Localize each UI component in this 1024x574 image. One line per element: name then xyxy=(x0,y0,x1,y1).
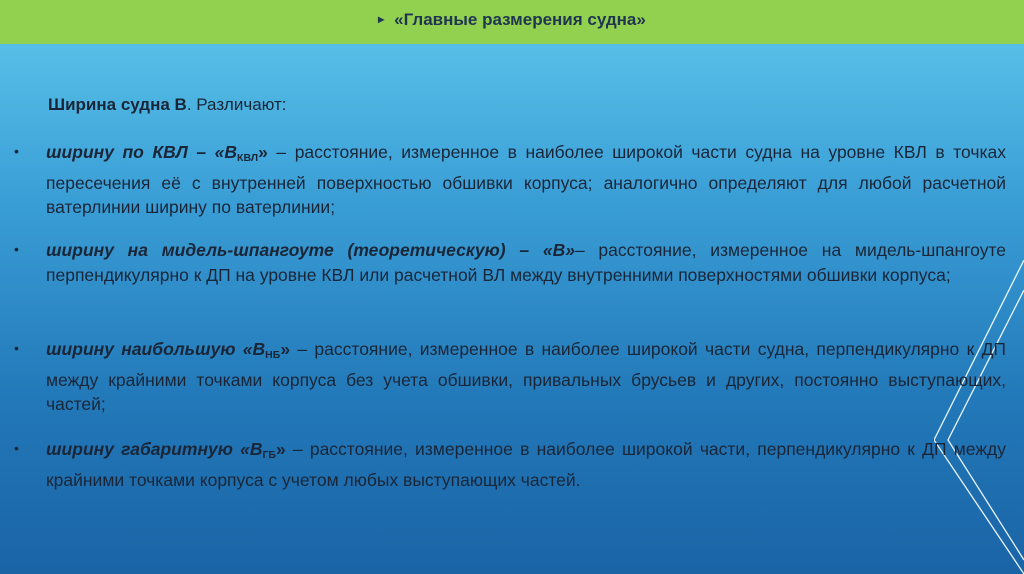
item-term-close: » xyxy=(280,339,291,359)
bullet-icon: • xyxy=(14,241,19,257)
item-body: – расстояние, измеренное в наиболее широкой части судна на уровне КВЛ в точках пересечения её с внутренней поверхностью обшивки корпуса; аналогично определяют для любой расчетной ватерлинии ширину по ватерлинии; xyxy=(46,142,1006,217)
item-body: – расстояние, измеренное в наиболее широкой части, перпендикулярно к ДП между крайними точками корпуса с учетом любых выступающих частей. xyxy=(46,439,1007,490)
bullet-icon: • xyxy=(14,440,19,456)
item-term-close: » xyxy=(275,439,286,459)
list-item xyxy=(46,238,1006,287)
list-item xyxy=(46,337,1006,417)
item-term: ширину по КВЛ – «В xyxy=(46,142,238,162)
title-bullet-icon: ▸ xyxy=(378,12,385,26)
item-term: ширину наибольшую «В xyxy=(46,339,266,359)
item-subscript: ГБ xyxy=(262,449,276,461)
subheading-rest: . Различают: xyxy=(186,95,287,114)
item-term-close: » xyxy=(258,142,268,162)
bullet-icon: • xyxy=(14,340,19,356)
item-subscript: КВЛ xyxy=(237,152,259,164)
item-subscript: НБ xyxy=(265,349,281,361)
slide-title-text: «Главные размерения судна» xyxy=(394,10,646,29)
item-term: ширину габаритную «В xyxy=(46,439,263,459)
subheading-bold: Ширина судна В xyxy=(48,95,187,114)
bullet-icon: • xyxy=(14,143,19,159)
item-body: – расстояние, измеренное на мидель-шпангоуте перпендикулярно к ДП на уровне КВЛ или расчетной ВЛ между внутренними поверхностями обшивки корпуса; xyxy=(46,240,1006,285)
item-body: – расстояние, измеренное в наиболее широкой части судна, перпендикулярно к ДП между крайними точками корпуса без учета обшивки, привальных брусьев и других, постоянно выступающих, частей; xyxy=(46,339,1006,414)
subheading xyxy=(48,95,287,115)
list-item xyxy=(46,437,1006,492)
list-item xyxy=(46,140,1006,220)
item-term: ширину на мидель-шпангоуте (теоретическую) – «В» xyxy=(46,240,575,260)
